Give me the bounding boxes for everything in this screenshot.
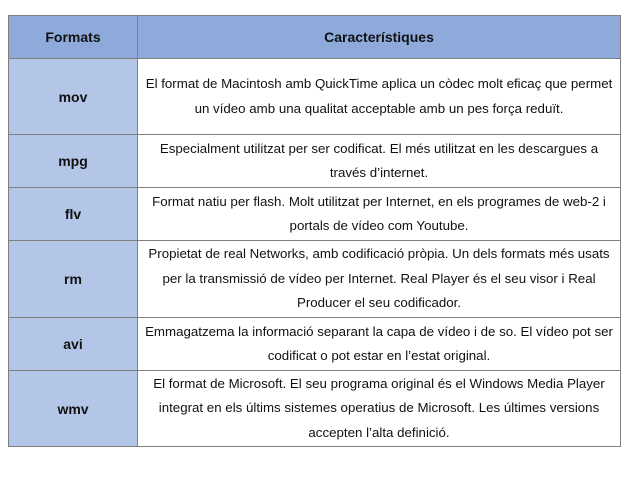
table-row xyxy=(9,241,621,318)
video-formats-table xyxy=(8,15,621,447)
format-cell-flv: flv xyxy=(9,188,138,241)
header-row xyxy=(9,16,621,59)
description-cell-mov: El format de Macintosh amb QuickTime aplica un còdec molt eficaç que permet un vídeo amb una qualitat acceptable amb un pes força reduït. xyxy=(138,59,621,135)
header-formats: Formats xyxy=(9,16,138,59)
description-cell-wmv: El format de Microsoft. El seu programa original és el Windows Media Player integrat en els últims sistemes operatius de Microsoft. Les últimes versions accepten l’alta definició. xyxy=(138,371,621,447)
format-cell-mov: mov xyxy=(9,59,138,135)
header-features: Característiques xyxy=(138,16,621,59)
table-row xyxy=(9,135,621,188)
table-row xyxy=(9,188,621,241)
table-header xyxy=(9,16,621,59)
description-cell-avi: Emmagatzema la informació separant la capa de vídeo i de so. El vídeo pot ser codificat o pot estar en l’estat original. xyxy=(138,318,621,371)
description-cell-rm: Propietat de real Networks, amb codificació pròpia. Un dels formats més usats per la transmissió de vídeo per Internet. Real Player és el seu visor i Real Producer el seu codificador. xyxy=(138,241,621,318)
description-cell-flv: Format natiu per flash. Molt utilitzat per Internet, en els programes de web-2 i portals de vídeo com Youtube. xyxy=(138,188,621,241)
table-row xyxy=(9,371,621,447)
table-body xyxy=(9,59,621,447)
table-row xyxy=(9,59,621,135)
format-cell-rm: rm xyxy=(9,241,138,318)
format-cell-avi: avi xyxy=(9,318,138,371)
formats-table-container xyxy=(8,15,620,447)
format-cell-mpg: mpg xyxy=(9,135,138,188)
description-cell-mpg: Especialment utilitzat per ser codificat. El més utilitzat en les descargues a través d’internet. xyxy=(138,135,621,188)
table-row xyxy=(9,318,621,371)
format-cell-wmv: wmv xyxy=(9,371,138,447)
